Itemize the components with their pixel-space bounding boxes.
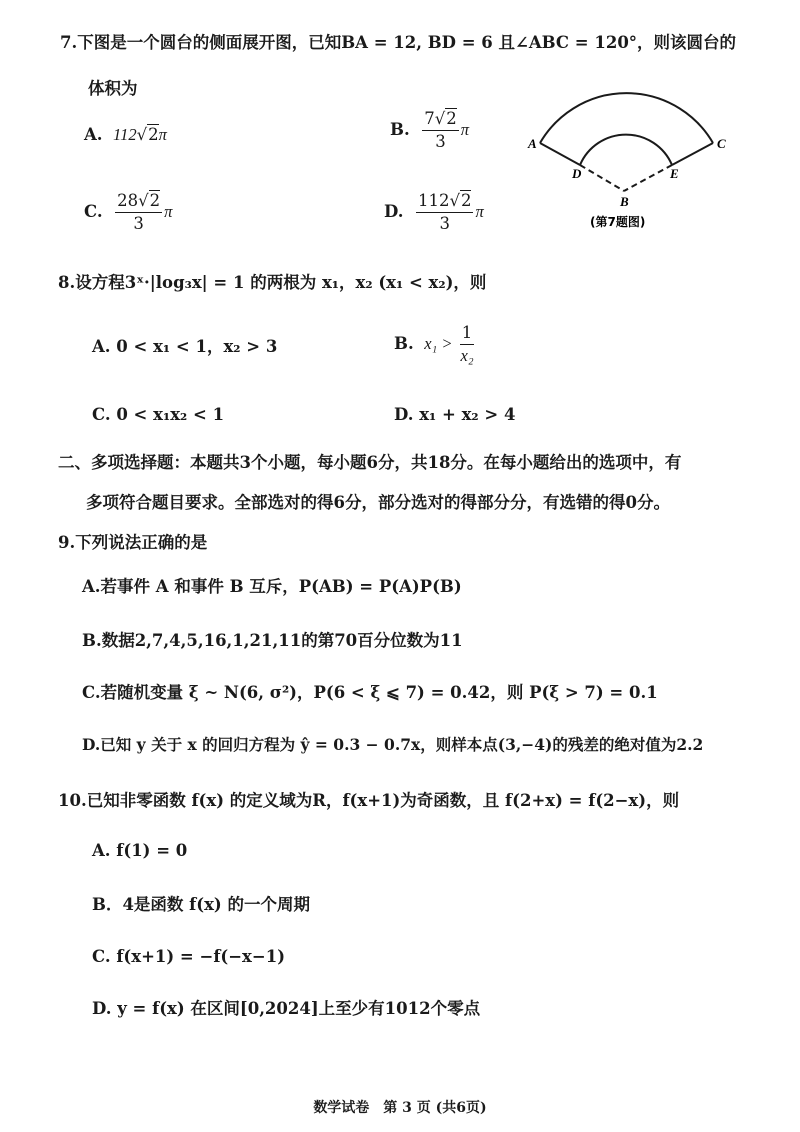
- figure-caption: (第7题图): [590, 215, 646, 229]
- q8-option-a: A. 0 < x₁ < 1，x₂ > 3: [92, 337, 278, 356]
- q9-option-b: B.数据2,7,4,5,16,1,21,11的第70百分位数为11: [82, 631, 463, 650]
- label-b: B: [620, 194, 629, 209]
- q10-option-b: B．4是函数 f(x) 的一个周期: [92, 895, 310, 914]
- q8-option-c: C. 0 < x₁x₂ < 1: [92, 405, 225, 424]
- q9-stem: 9.下列说法正确的是: [58, 533, 208, 552]
- q7-stem-line1: 7.下图是一个圆台的侧面展开图，已知BA = 12, BD = 6 且∠ABC = 120°，则该圆台的: [60, 33, 737, 52]
- q8-option-d: D. x₁ + x₂ > 4: [394, 405, 516, 424]
- q7-option-a: A. 112√2π: [84, 125, 167, 144]
- q7-stem-line2: 体积为: [88, 79, 138, 98]
- label-a: A: [528, 136, 537, 151]
- segment-ce: [672, 143, 713, 165]
- segment-ad: [540, 143, 580, 165]
- inner-arc: [580, 135, 672, 165]
- q7-figure: [520, 75, 740, 235]
- section2-line2: 多项符合题目要求。全部选对的得6分，部分选对的得部分分，有选错的得0分。: [86, 493, 670, 512]
- q9-option-d: D.已知 y 关于 x 的回归方程为 ŷ = 0.3 − 0.7x，则样本点(3,−4)的残差的绝对值为2.2: [82, 735, 704, 754]
- label-c: C: [717, 136, 726, 151]
- segment-db: [580, 165, 624, 191]
- q7-option-c: C. $\frac{28√2}{3}$ π: [84, 191, 173, 233]
- label-d: D: [572, 166, 582, 181]
- q7-option-d: D. $\frac{112√2}{3}$ π: [384, 191, 484, 233]
- q10-option-d: D. y = f(x) 在区间[0,2024]上至少有1012个零点: [92, 999, 481, 1018]
- label-e: E: [670, 166, 679, 181]
- page-footer: 数学试卷 第 3 页 (共6页): [313, 1100, 487, 1116]
- q9-option-c: C.若随机变量 ξ ~ N(6, σ²)，P(6 < ξ ⩽ 7) = 0.42，则 P(ξ > 7) = 0.1: [82, 683, 658, 702]
- q8-stem: 8.设方程3ˣ·|log₃x| = 1 的两根为 x₁，x₂ (x₁ < x₂)，则: [58, 273, 487, 292]
- q7-option-b: B. $\frac{7√2}{3}$ π: [390, 109, 469, 151]
- segment-eb: [624, 165, 672, 191]
- q8-option-b: B. x₁ > $\frac{1}{\text{x₂}}$: [394, 323, 474, 365]
- q10-stem: 10.已知非零函数 f(x) 的定义域为R，f(x+1)为奇函数，且 f(2+x) = f(2−x)，则: [58, 791, 680, 810]
- q10-option-a: A. f(1) = 0: [92, 841, 188, 860]
- section2-line1: 二、多项选择题：本题共3个小题，每小题6分，共18分。在每小题给出的选项中，有: [58, 453, 682, 472]
- q10-option-c: C. f(x+1) = −f(−x−1): [92, 947, 286, 966]
- q9-option-a: A.若事件 A 和事件 B 互斥，P(AB) = P(A)P(B): [82, 577, 462, 596]
